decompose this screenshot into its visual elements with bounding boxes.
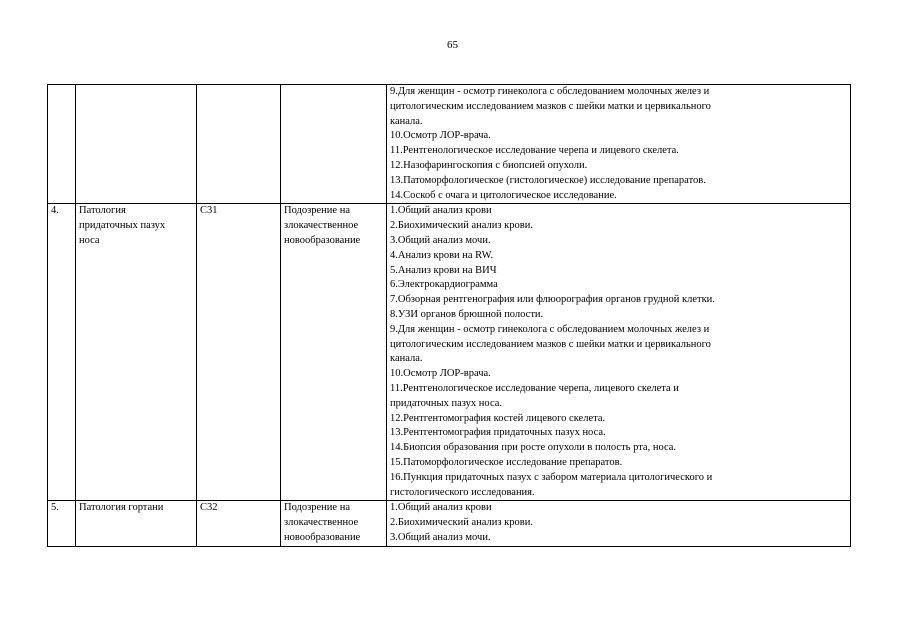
examination-item: 9.Для женщин - осмотр гинеколога с обследованием молочных желез и bbox=[390, 323, 710, 335]
row-number-cell bbox=[48, 204, 76, 501]
examination-item: 13.Патоморфологическое (гистологическое) исследование препаратов. bbox=[390, 174, 706, 186]
pathology-name-cell bbox=[76, 85, 197, 204]
examinations-cell bbox=[387, 501, 851, 546]
examination-item: канала. bbox=[390, 115, 423, 127]
icd-code-cell bbox=[197, 501, 281, 546]
pathology-name-cell bbox=[76, 501, 197, 546]
examination-item: 3.Общий анализ мочи. bbox=[390, 234, 491, 246]
examination-item: канала. bbox=[390, 353, 423, 365]
examination-item: 2.Биохимический анализ крови. bbox=[390, 220, 533, 232]
examination-item: 10.Осмотр ЛОР-врача. bbox=[390, 130, 491, 142]
table-row bbox=[48, 204, 851, 501]
row-number: 5. bbox=[51, 502, 59, 514]
examination-item: 13.Рентгентомография придаточных пазух носа. bbox=[390, 427, 606, 439]
examination-item: 11.Рентгенологическое исследование черепа, лицевого скелета и bbox=[390, 382, 679, 394]
examination-item: 7.Обзорная рентгенография или флюорография органов грудной клетки. bbox=[390, 294, 715, 306]
examination-item: 10.Осмотр ЛОР-врача. bbox=[390, 368, 491, 380]
diagnosis-line: злокачественное bbox=[284, 517, 359, 529]
examination-item: 12.Назофарингоскопия с биопсией опухоли. bbox=[390, 159, 588, 171]
diagnosis-cell bbox=[281, 204, 387, 501]
examination-item: 15.Патоморфологическое исследование препаратов. bbox=[390, 456, 623, 468]
icd-code-cell bbox=[197, 85, 281, 204]
pathology-name-line: Патология гортани bbox=[79, 502, 164, 514]
examination-item: 4.Анализ крови на RW. bbox=[390, 249, 494, 261]
pathology-name-line: Патология bbox=[79, 205, 126, 217]
examination-item: 12.Рентгентомография костей лицевого скелета. bbox=[390, 412, 606, 424]
icd-code: С32 bbox=[200, 502, 218, 514]
examination-table bbox=[47, 84, 851, 547]
page-number: 65 bbox=[447, 39, 458, 51]
pathology-name-line: придаточных пазух bbox=[79, 220, 166, 232]
diagnosis-cell bbox=[281, 85, 387, 204]
examination-item: 1.Общий анализ крови bbox=[390, 502, 492, 514]
row-number-cell bbox=[48, 501, 76, 546]
examination-item: 1.Общий анализ крови bbox=[390, 205, 492, 217]
icd-code-cell bbox=[197, 204, 281, 501]
examination-item: 11.Рентгенологическое исследование черепа и лицевого скелета. bbox=[390, 145, 679, 157]
examination-item: 3.Общий анализ мочи. bbox=[390, 531, 491, 543]
examination-item: 2.Биохимический анализ крови. bbox=[390, 517, 533, 529]
examination-item: гистологического исследования. bbox=[390, 486, 535, 498]
examination-item: 16.Пункция придаточных пазух с забором материала цитологического и bbox=[390, 471, 713, 483]
diagnosis-line: новообразование bbox=[284, 531, 361, 543]
diagnosis-cell bbox=[281, 501, 387, 546]
examinations-cell bbox=[387, 204, 851, 501]
examination-item: 8.УЗИ органов брюшной полости. bbox=[390, 308, 544, 320]
examination-item: 6.Электрокардиограмма bbox=[390, 279, 498, 291]
row-number: 4. bbox=[51, 205, 59, 217]
diagnosis-line: Подозрение на bbox=[284, 205, 350, 217]
icd-code: С31 bbox=[200, 205, 218, 217]
examination-item: 5.Анализ крови на ВИЧ bbox=[390, 264, 497, 276]
examination-item: 14.Соскоб с очага и цитологическое исследование. bbox=[390, 189, 617, 201]
examination-item: 9.Для женщин - осмотр гинеколога с обследованием молочных желез и bbox=[390, 86, 710, 97]
row-number-cell bbox=[48, 85, 76, 204]
pathology-name-line: носа bbox=[79, 234, 100, 246]
table-body bbox=[48, 85, 851, 547]
table-row bbox=[48, 501, 851, 546]
table-row bbox=[48, 85, 851, 204]
diagnosis-line: Подозрение на bbox=[284, 502, 350, 514]
pathology-name-cell bbox=[76, 204, 197, 501]
diagnosis-line: новообразование bbox=[284, 234, 361, 246]
examination-item: цитологическим исследованием мазков с шейки матки и цервикального bbox=[390, 338, 711, 350]
examination-item: придаточных пазух носа. bbox=[390, 397, 503, 409]
examination-item: 14.Биопсия образования при росте опухоли в полость рта, носа. bbox=[390, 442, 677, 454]
examinations-cell bbox=[387, 85, 851, 204]
diagnosis-line: злокачественное bbox=[284, 220, 359, 232]
examination-item: цитологическим исследованием мазков с шейки матки и цервикального bbox=[390, 100, 711, 112]
